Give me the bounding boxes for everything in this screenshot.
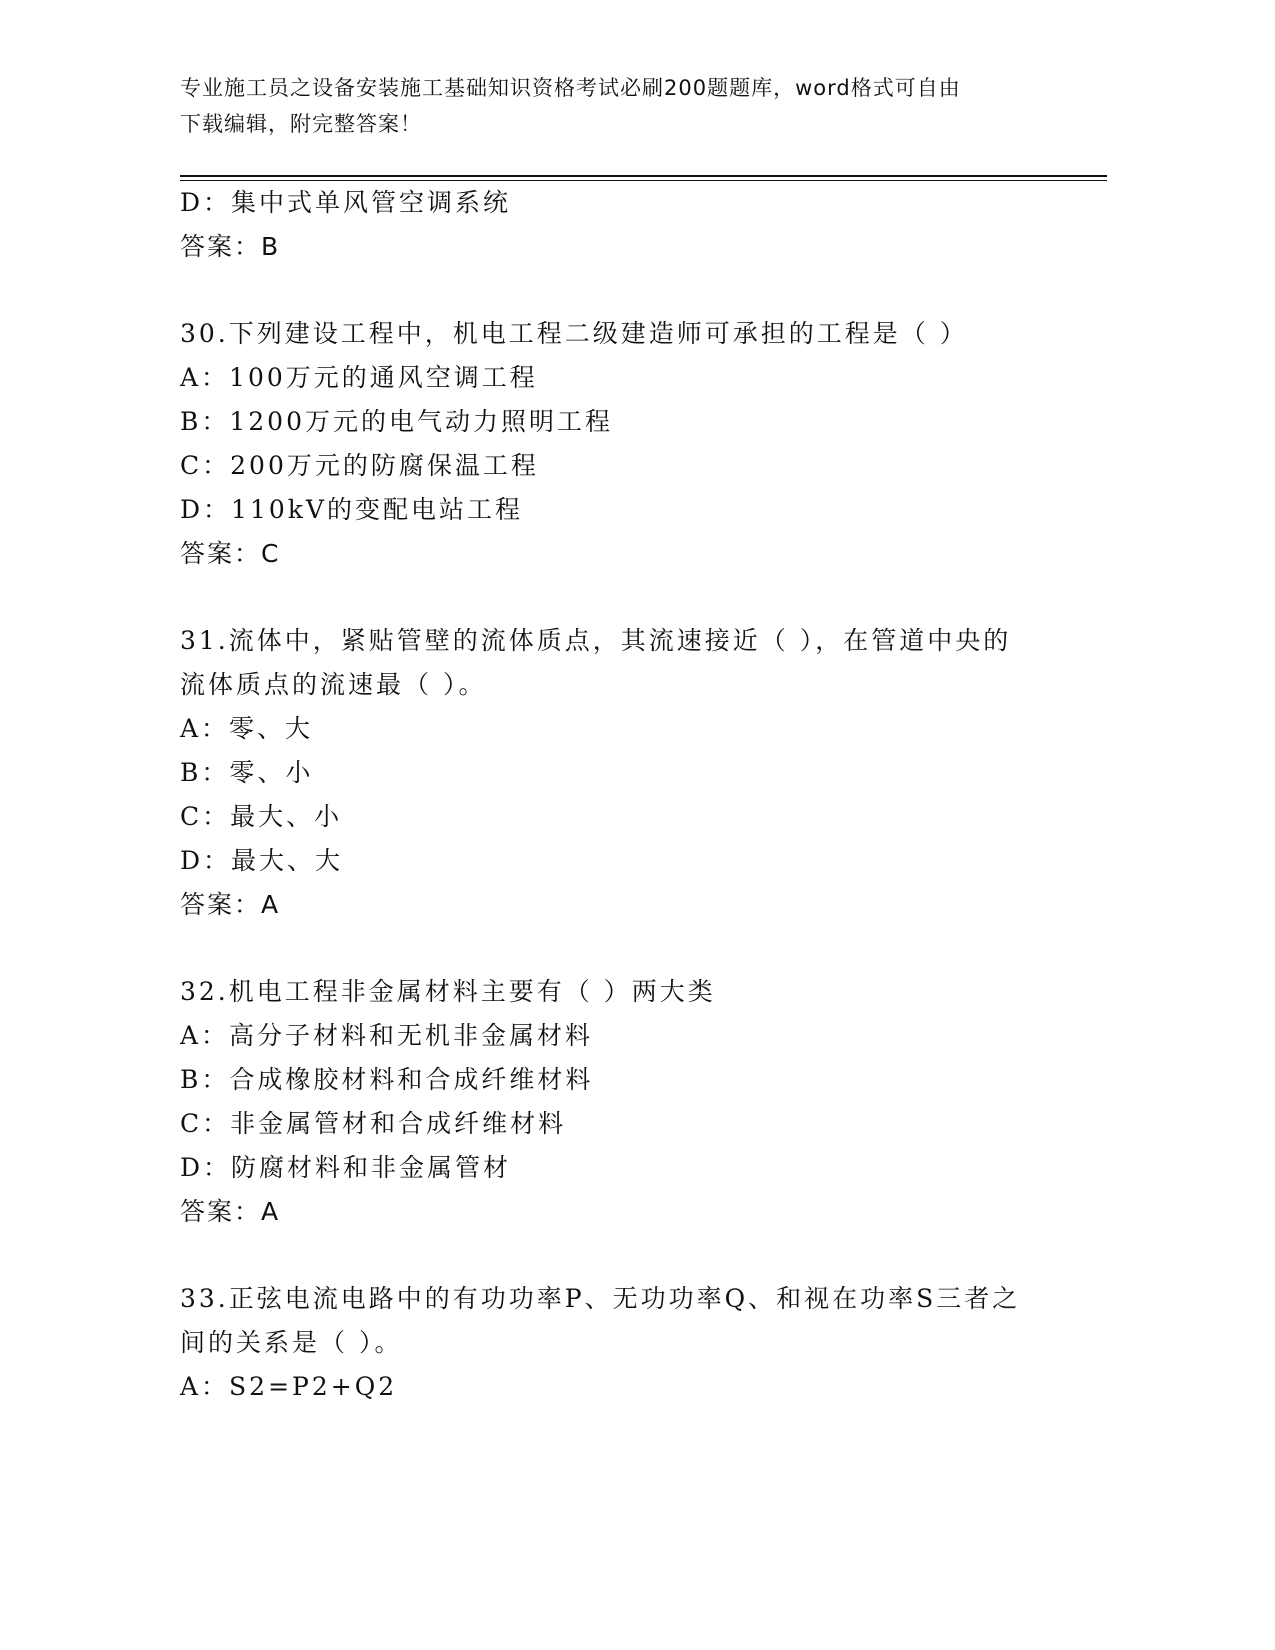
question-stem-continued: 间的关系是（ ）。 [180,1328,403,1357]
question-stem: 31.流体中，紧贴管壁的流体质点，其流速接近（ ），在管道中央的 [180,626,1012,655]
option-b: B：1200万元的电气动力照明工程 [180,407,613,436]
option-c: C：200万元的防腐保温工程 [180,451,539,480]
option-a: A：S2=P2+Q2 [180,1372,398,1401]
document-header [180,70,1080,142]
question-32 [180,970,1080,1233]
spacer [180,926,1080,970]
prev-answer: 答案：B [180,232,281,261]
option-c: C：最大、小 [180,802,343,831]
header-divider-thick [180,175,1107,177]
option-a: A：100万元的通风空调工程 [180,363,538,392]
option-d: D：防腐材料和非金属管材 [180,1153,512,1182]
option-a: A：零、大 [180,714,314,743]
question-31 [180,619,1080,926]
option-d: D：最大、大 [180,846,344,875]
option-b: B：零、小 [180,758,314,787]
answer: 答案：A [180,1197,281,1226]
header-line-1: 专业施工员之设备安装施工基础知识资格考试必刷200题题库，word格式可自由 [180,76,961,100]
header-line-2: 下载编辑，附完整答案！ [180,112,422,136]
answer: 答案：A [180,890,281,919]
spacer [180,575,1080,619]
option-a: A：高分子材料和无机非金属材料 [180,1021,594,1050]
question-33 [180,1277,1080,1409]
question-stem: 32.机电工程非金属材料主要有（ ）两大类 [180,977,716,1006]
question-list [180,181,1080,1409]
prev-option-d: D：集中式单风管空调系统 [180,188,512,217]
question-30 [180,312,1080,575]
spacer [180,268,1080,312]
answer: 答案：C [180,539,281,568]
spacer [180,1233,1080,1277]
option-b: B：合成橡胶材料和合成纤维材料 [180,1065,594,1094]
option-c: C：非金属管材和合成纤维材料 [180,1109,567,1138]
question-stem: 30.下列建设工程中，机电工程二级建造师可承担的工程是（ ） [180,319,968,348]
question-stem-continued: 流体质点的流速最（ ）。 [180,670,487,699]
question-stem: 33.正弦电流电路中的有功功率P、无功功率Q、和视在功率S三者之 [180,1284,1021,1313]
option-d: D：110kV的变配电站工程 [180,495,523,524]
